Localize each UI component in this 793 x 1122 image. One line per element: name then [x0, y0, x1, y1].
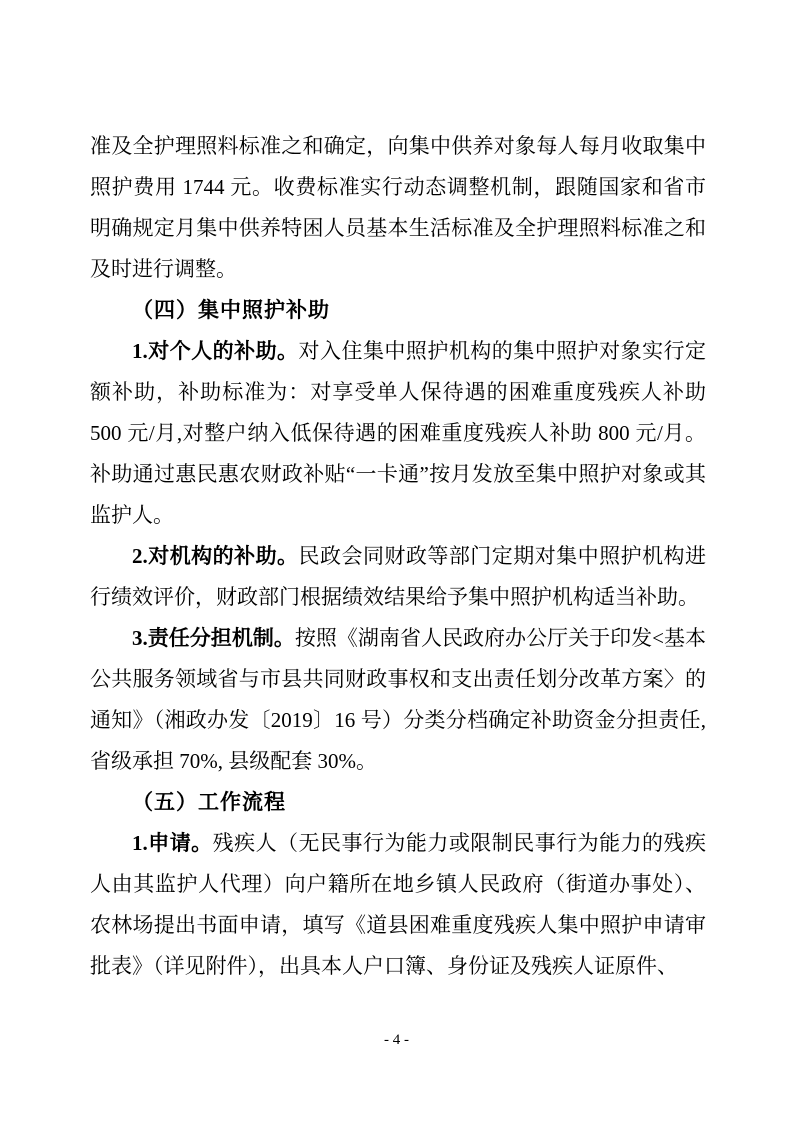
- paragraph: [90, 618, 706, 782]
- paragraph-text: 准及全护理照料标准之和确定，向集中供养对象每人每月收取集中照护费用 1744 元。收费标准实行动态调整机制，跟随国家和省市明确规定月集中供养特困人员基本生活标准及全护理照料标准之和及时进行调整。: [90, 134, 706, 281]
- document-content: [90, 126, 706, 987]
- paragraph-text: 民政会同财政等部门定期对集中照护机构进行绩效评价，财政部门根据绩效结果给予集中照护机构适当补助。: [90, 544, 707, 609]
- paragraph-lead-bold: 2.对机构的补助。: [132, 544, 299, 568]
- paragraph: [90, 823, 706, 987]
- paragraph-text: 残疾人（无民事行为能力或限制民事行为能力的残疾人由其监护人代理）向户籍所在地乡镇人民政府（街道办事处）、农林场提出书面申请，填写《道县困难重度残疾人集中照护申请审批表》（详见附件），出具本人户口簿、身份证及残疾人证原件、: [90, 831, 707, 978]
- paragraph: [90, 331, 706, 536]
- paragraph-text: 对入住集中照护机构的集中照护对象实行定额补助，补助标准为：对享受单人保待遇的困难重度残疾人补助 500 元/月,对整户纳入低保待遇的困难重度残疾人补助 800 元/月。补助通过惠民惠农财政补贴“一卡通”按月发放至集中照护对象或其监护人。: [90, 339, 707, 527]
- paragraph-lead-bold: （五）工作流程: [132, 790, 286, 814]
- paragraph-lead-bold: （四）集中照护补助: [132, 298, 330, 322]
- paragraph-lead-bold: 3.责任分担机制。: [132, 626, 295, 650]
- paragraph: [90, 536, 706, 618]
- paragraph-lead-bold: 1.对个人的补助。: [132, 339, 299, 363]
- paragraph-text: 按照《湖南省人民政府办公厅关于印发<基本公共服务领域省与市县共同财政事权和支出责任划分改革方案〉的通知》（湘政办发〔2019〕16 号）分类分档确定补助资金分担责任,省级承担 70%, 县级配套 30%。: [90, 626, 707, 773]
- paragraph: [90, 126, 706, 290]
- paragraph-lead-bold: 1.申请。: [132, 831, 213, 855]
- page-number: - 4 -: [384, 1032, 409, 1048]
- section-heading: [90, 782, 706, 823]
- page-footer: [0, 1032, 793, 1049]
- section-heading: [90, 290, 706, 331]
